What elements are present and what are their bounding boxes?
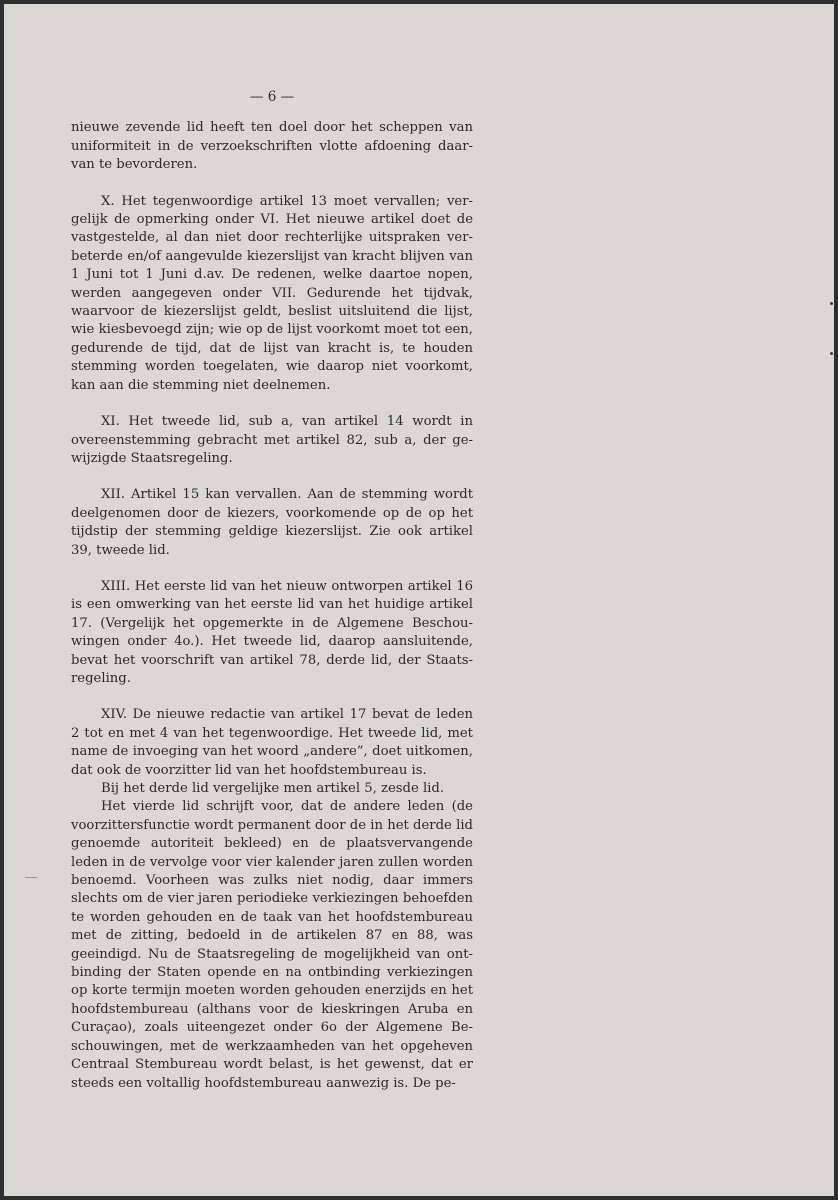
page-number: — 6 — xyxy=(249,89,295,105)
paragraph-xi: XI. Het tweede lid, sub a, van artikel 14 wordt in overeenstemming gebracht met artikel 82, sub a, der gewijzigde Staatsregeling. xyxy=(71,414,473,466)
paragraph-vierde-lid: Het vierde lid schrijft voor, dat de andere leden (de voorzittersfunctie wordt permanent door de in het derde lid genoemde autoriteit bekleed) en de plaatsvervangende leden in de vervolge voor vier kalender jaren zullen worden benoemd. Voorheen was zulks niet nodig, daar immers slechts om de vier jaren periodieke verkiezingen behoefden te worden gehouden en de taak van het hoofdstembureau met de zitting, bedoeld in de artikelen 87 en 88, was geeindigd. Nu de Staatsregeling de mogelijkheid van ontbinding der Staten opende en na ontbinding verkiezingen op korte termijn moeten worden gehouden enerzijds en het hoofdstembureau (althans voor de kieskringen Aruba en Curaçao), zoals uiteengezet onder 6o der Algemene Beschouwingen, met de werkzaamheden van het opgeheven Centraal Stembureau wordt belast, is het gewenst, dat er steeds een voltallig hoofdstembureau aanwezig is. De pe- xyxy=(71,799,473,1091)
margin-dot xyxy=(830,302,833,305)
paragraph-xiv: XIV. De nieuwe redactie van artikel 17 bevat de leden 2 tot en met 4 van het tegenwoordige. Het tweede lid, met name de invoeging van het woord „andere”, doet uitkomen, dat ook de voorzitter lid van het hoofdstembureau is. xyxy=(71,707,473,778)
paragraph-x: X. Het tegenwoordige artikel 13 moet vervallen; vergelijk de opmerking onder VI. Het nieuwe artikel doet de vastgestelde, al dan niet door rechterlijke uitspraken verbeterde en/of aangevulde kiezerslijst van kracht blijven van 1 Juni tot 1 Juni d.av. De redenen, welke daartoe nopen, werden aangegeven onder VII. Gedurende het tijdvak, waarvoor de kiezerslijst geldt, beslist uitsluitend die lijst, wie kiesbevoegd zijn; wie op de lijst voorkomt moet tot een, gedurende de tijd, dat de lijst van kracht is, te houden stemming worden toegelaten, wie daarop niet voorkomt, kan aan die stemming niet deelnemen. xyxy=(71,193,473,393)
paragraph-xii: XII. Artikel 15 kan vervallen. Aan de stemming wordt deelgenomen door de kiezers, voorkomende op de op het tijdstip der stemming geldige kiezerslijst. Zie ook artikel 39, tweede lid. xyxy=(71,487,473,558)
paragraph-continuation: nieuwe zevende lid heeft ten doel door het scheppen van uniformiteit in de verzoekschriften vlotte afdoening daarvan te bevorderen. xyxy=(71,120,473,173)
text-column xyxy=(71,88,473,1093)
margin-dot xyxy=(830,352,833,355)
paragraph-xiii: XIII. Het eerste lid van het nieuw ontworpen artikel 16 is een omwerking van het eerste lid van het huidige artikel 17. (Vergelijk het opgemerkte in de Algemene Beschouwingen onder 4o.). Het tweede lid, daarop aansluitende, bevat het voorschrift van artikel 78, derde lid, der Staatsregeling. xyxy=(71,578,473,686)
paragraph-derde-lid: Bij het derde lid vergelijke men artikel 5, zesde lid. xyxy=(101,781,445,796)
document-page xyxy=(4,4,834,1196)
margin-mark xyxy=(25,877,37,878)
